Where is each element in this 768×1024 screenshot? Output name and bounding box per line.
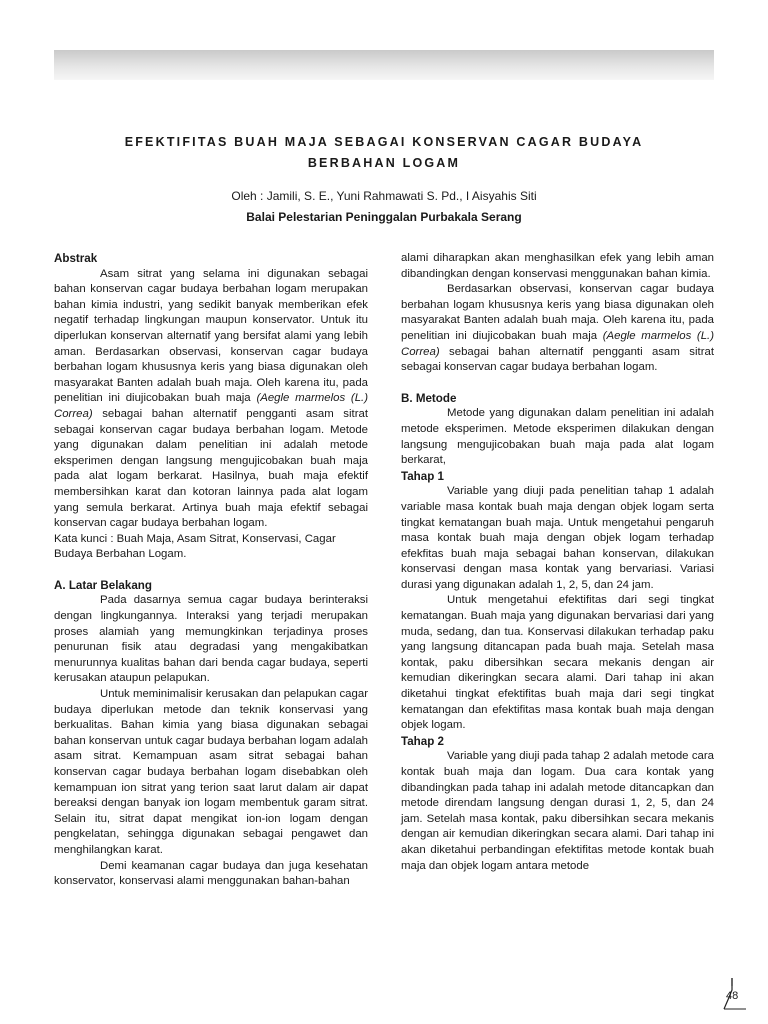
institution: Balai Pelestarian Peninggalan Purbakala Serang — [246, 210, 522, 224]
page-number: 48 — [726, 990, 739, 1002]
section-a-paragraph-4 — [401, 282, 714, 376]
keywords: Kata kunci : Buah Maja, Asam Sitrat, Konservasi, Cagar Budaya Berbahan Logam. — [54, 532, 336, 561]
abstract-heading: Abstrak — [54, 252, 98, 265]
section-a-p4-text-a: Berdasarkan observasi, konservan cagar budaya berbahan logam khususnya keris yang biasa digunakan oleh masyarakat Banten adalah buah maja. Oleh karena itu, pada penelitian ini diujicobakan buah maja — [401, 283, 714, 342]
tahap-1-paragraph-1: Variable yang diuji pada penelitian tahap 1 adalah variable masa kontak buah maja dengan objek logam serta tingkat kematangan buah maja. Untuk mengetahui pengaruh masa kontak buah maja dengan objek logam terhadap efekfitas buah maja sebagai bahan konservan, dilakukan konservasi dengan masa kontak yang bervariasi. Variasi durasi yang digunakan adalah 1, 2, 5, dan 24 jam. — [401, 485, 714, 591]
section-a-p4-species: (Aegle marmelos (L.) Correa) — [401, 329, 715, 358]
abstract-species: (Aegle marmelos (L.) Correa) — [54, 392, 369, 420]
tahap-1-heading: Tahap 1 — [401, 469, 444, 483]
page-number-badge — [712, 976, 752, 1012]
paper-title-line-2: BERBAHAN LOGAM — [307, 156, 461, 170]
abstract-body — [54, 267, 368, 532]
paper-title-line-1: EFEKTIFITAS BUAH MAJA SEBAGAI KONSERVAN CAGAR BUDAYA — [124, 135, 644, 149]
section-a-p4-text-b: sebagai bahan alternatif pengganti asam sitrat sebagai konservan cagar budaya berbahan logam. — [401, 345, 714, 374]
section-a-heading: A. Latar Belakang — [54, 578, 152, 592]
section-b-heading: B. Metode — [401, 391, 457, 405]
tahap-1-paragraph-2: Untuk mengetahui efektifitas dari segi tingkat kematangan. Buah maja yang digunakan bervariasi dari yang muda, sedang, dan tua. Konservasi dilakukan terhadap paku yang langsung ditancapan pada buah maja. Setelah masa kontak, paku dibersihkan secara mekanis dengan air kemudian dikeringkan secara alami. Dari tahap ini akan diketahui tingkat efektifitas buah maja dari segi tingkat kematangan dan efektifitas masa kontak buah maja dengan objek logam. — [401, 594, 714, 732]
section-a-paragraph-3: Demi keamanan cagar budaya dan juga kesehatan konservator, konservasi alami menggunakan bahan-bahan — [54, 859, 368, 888]
right-column — [401, 251, 714, 874]
tahap-2-heading: Tahap 2 — [401, 734, 444, 748]
section-b-paragraph-1: Metode yang digunakan dalam penelitian ini adalah metode eksperimen. Metode eksperimen dilakukan dengan langsung mengujicobakan buah maja pada alat logam berkarat, — [401, 407, 714, 467]
abstract-text-a: Asam sitrat yang selama ini digunakan sebagai bahan konservan cagar budaya berbahan logam merupakan bahan kimia industri, yang sedikit banyak memberikan efek negatif terhadap lingkungan maupun konservator. Untuk itu diperlukan konservan alternatif yang bersifat alami yang lebih aman. Berdasarkan observasi, konservan cagar budaya berbahan logam khususnya keris yang biasa digunakan oleh masyarakat Banten adalah buah maja. Oleh karena itu, pada penelitian ini diujicobakan buah maja — [54, 267, 368, 405]
tahap-2-paragraph-1: Variable yang diuji pada tahap 2 adalah metode cara kontak buah maja dan logam. Dua cara kontak yang dibandingkan pada tahap ini adalah metode ditancapkan dan metode direndam langsung dengan durasi 1, 2, 5, dan 24 jam. Setelah masa kontak, paku dibersihkan secara mekanis dengan air kemudian dikeringkan secara alami. Dari tahap ini akan diketahui perbandingan efektifitas metode kontak buah maja dan objek logam antara metode — [401, 750, 714, 872]
authors: Oleh : Jamili, S. E., Yuni Rahmawati S. Pd., I Aisyahis Siti — [231, 189, 537, 203]
header-band — [54, 50, 714, 80]
section-a-paragraph-2: Untuk meminimalisir kerusakan dan pelapukan cagar budaya diperlukan metode dan teknik konservasi yang berkualitas. Bahan kimia yang biasa digunakan sebagai bahan konservan untuk cagar budaya berbahan logam adalah asam sitrat. Kemampuan asam sitrat sebagai bahan konservan cagar budaya berbahan logam disebabkan oleh kemampuan ion sitrat yang terion saat larut dalam air dapat bereaksi dengan banyak ion logam membentuk garam sitrat. Selain itu, sitrat dapat mengikat ion-ion logam dengan pengkelatan, sehingga digunakan sebagai pengawet dan menghilangkan karat. — [54, 688, 368, 856]
section-a-paragraph-3-continued: alami diharapkan akan menghasilkan efek yang lebih aman dibandingkan dengan konservasi menggunakan bahan kimia. — [401, 252, 714, 280]
section-a-paragraph-1: Pada dasarnya semua cagar budaya berinteraksi dengan lingkungannya. Interaksi yang terjadi merupakan proses alamiah yang memungkinkan terjadinya proses penurunan fisik atau degradasi yang mengakibatkan menurunnya kualitas bahan dari benda cagar budaya, seperti kerusakan ataupun pelapukan. — [54, 594, 368, 685]
left-column — [54, 251, 368, 890]
abstract-text-b: sebagai bahan alternatif pengganti asam sitrat sebagai konservan cagar budaya berbahan logam. Metode yang digunakan dalam penelitian ini adalah metode eksperimen dengan langsung mengujicobakan buah maja pada alat logam berkarat. Hasilnya, buah maja efektif membersihkan karat dan kotoran lainnya pada alat logam yang semula berkarat. Artinya buah maja efektif sebagai konservan cagar budaya berbahan logam. — [54, 407, 368, 530]
